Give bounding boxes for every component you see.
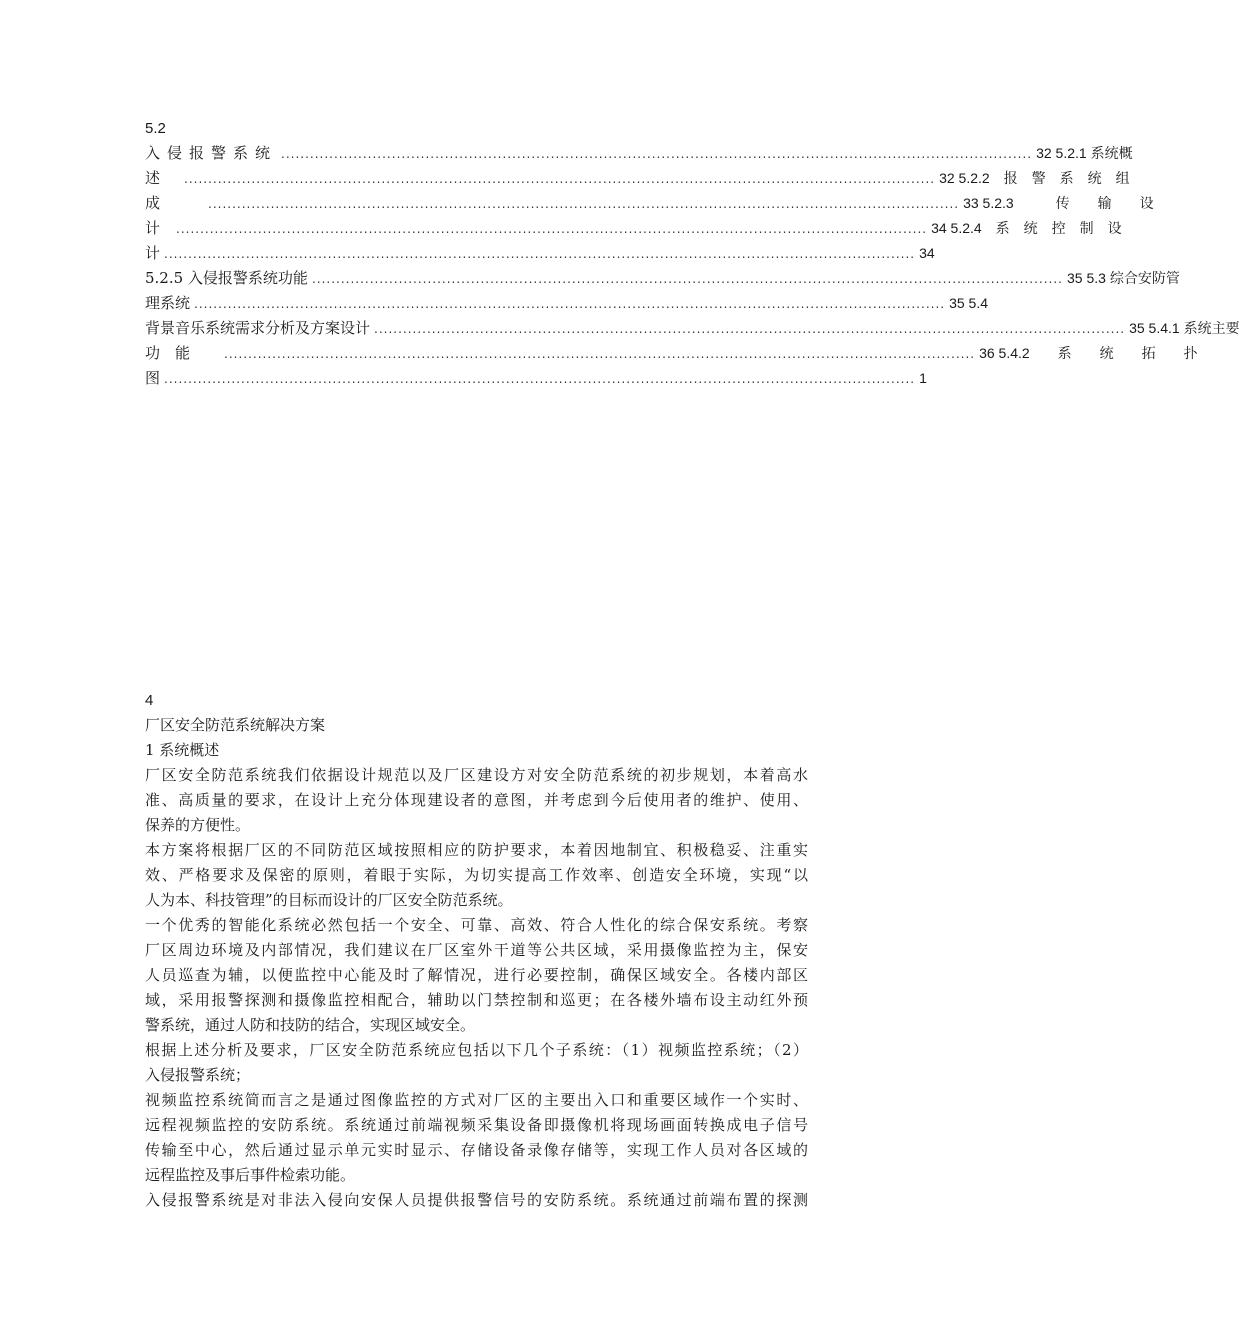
toc-entry-label: 图 [145, 369, 161, 387]
body-line: 入侵报警系统是对非法入侵向安保人员提供报警信号的安防系统。系统通过前端布置的探测 [145, 1191, 808, 1209]
toc-leader-dots: ............................................................................................................................................................ [164, 247, 916, 261]
toc-leader-dots: ............................................................................................................................................................ [164, 372, 916, 386]
body-line: 入侵报警系统； [145, 1066, 251, 1084]
body-line: 视频监控系统简而言之是通过图像监控的方式对厂区的主要出入口和重要区域作一个实时、 [145, 1091, 808, 1109]
body-line: 警系统，通过人防和技防的结合，实现区域安全。 [145, 1016, 476, 1034]
toc-entry-label: 入侵报警系统 [145, 144, 278, 162]
body-line: 厂区安全防范系统我们依据设计规范以及厂区建设方对安全防范系统的初步规划，本着高水 [145, 766, 808, 784]
toc-entry[interactable] [145, 191, 1154, 216]
toc-entry-page-ref: 34 5.2.4 系 统 控 制 设 [931, 220, 1122, 236]
toc-entry-page-ref: 32 5.2.1 系统概 [1036, 145, 1133, 161]
toc-entry-page-ref: 33 5.2.3 传 输 设 [963, 195, 1154, 211]
toc-entry-label: 理系统 [145, 294, 191, 312]
body-line: 远程视频监控的安防系统。系统通过前端视频采集设备即摄像机将现场画面转换成电子信号 [145, 1116, 808, 1134]
toc-leader-dots: ............................................................................................................................................................ [374, 322, 1126, 336]
toc-section-number: 5.2 [145, 120, 166, 137]
toc-entry[interactable] [145, 341, 1198, 366]
body-line: 一个优秀的智能化系统必然包括一个安全、可靠、高效、符合人性化的综合保安系统。考察 [145, 916, 808, 934]
body-line: 域，采用报警探测和摄像监控相配合，辅助以门禁控制和巡更；在各楼外墙布设主动红外预 [145, 991, 808, 1009]
toc-entry-label: 背景音乐系统需求分析及方案设计 [145, 319, 371, 337]
toc-entry[interactable] [145, 291, 989, 316]
body-line: 人为本、科技管理”的目标而设计的厂区安全防范系统。 [145, 891, 513, 909]
toc-entry[interactable] [145, 241, 935, 266]
toc-entry-page-ref: 35 5.4 [949, 295, 989, 311]
toc-leader-dots: ............................................................................................................................................................ [208, 197, 960, 211]
toc-entry-page-ref: 34 [919, 245, 935, 261]
toc-entry[interactable] [145, 141, 1133, 166]
toc-entry-label: 5.2.5 入侵报警系统功能 [145, 269, 308, 287]
body-line: 根据上述分析及要求，厂区安全防范系统应包括以下几个子系统：（1）视频监控系统；（2） [145, 1041, 808, 1059]
toc-entry[interactable] [145, 266, 1180, 291]
toc-leader-dots: ............................................................................................................................................................ [311, 272, 1063, 286]
toc-entry[interactable] [145, 166, 1130, 191]
body-line: 传输至中心，然后通过显示单元实时显示、存储设备录像存储等，实现工作人员对各区域的 [145, 1141, 808, 1159]
toc-entry-page-ref: 1 [919, 370, 927, 386]
toc-entry-page-ref: 36 5.4.2 系 统 拓 扑 [979, 345, 1198, 361]
document-title: 厂区安全防范系统解决方案 [145, 716, 326, 734]
toc-entry[interactable] [145, 316, 1240, 341]
toc-entry-label: 述 [145, 169, 161, 187]
body-line: 厂区周边环境及内部情况，我们建议在厂区室外干道等公共区域，采用摄像监控为主，保安 [145, 941, 808, 959]
body-line: 人员巡查为辅，以便监控中心能及时了解情况，进行必要控制，确保区域安全。各楼内部区 [145, 966, 808, 984]
toc-entry-page-ref: 35 5.3 综合安防管 [1067, 270, 1180, 286]
section-heading: 1 系统概述 [145, 741, 220, 759]
toc-leader-dots: ............................................................................................................................................................ [194, 297, 946, 311]
toc-entry[interactable] [145, 216, 1122, 241]
body-line: 保养的方便性。 [145, 816, 251, 834]
toc-leader-dots: ............................................................................................................................................................ [176, 222, 928, 236]
toc-entry[interactable] [145, 366, 927, 391]
body-line: 本方案将根据厂区的不同防范区域按照相应的防护要求，本着因地制宜、积极稳妥、注重实 [145, 841, 808, 859]
toc-entry-label: 计 [145, 219, 161, 237]
toc-leader-dots: ............................................................................................................................................................ [184, 172, 936, 186]
toc-entry-page-ref: 35 5.4.1 系统主要 [1129, 320, 1240, 336]
page-number: 4 [145, 692, 154, 709]
body-line: 效、严格要求及保密的原则，着眼于实际，为切实提高工作效率、创造安全环境，实现“以 [145, 866, 808, 884]
toc-entry-page-ref: 32 5.2.2 报 警 系 统 组 [939, 170, 1130, 186]
toc-leader-dots: ............................................................................................................................................................ [224, 347, 976, 361]
body-line: 准、高质量的要求，在设计上充分体现建设者的意图，并考虑到今后使用者的维护、使用、 [145, 791, 808, 809]
body-line: 远程监控及事后事件检索功能。 [145, 1166, 356, 1184]
toc-entry-label: 功 能 [145, 344, 191, 362]
toc-leader-dots: ............................................................................................................................................................ [281, 147, 1033, 161]
toc-entry-label: 成 [145, 194, 161, 212]
toc-entry-label: 计 [145, 244, 161, 262]
